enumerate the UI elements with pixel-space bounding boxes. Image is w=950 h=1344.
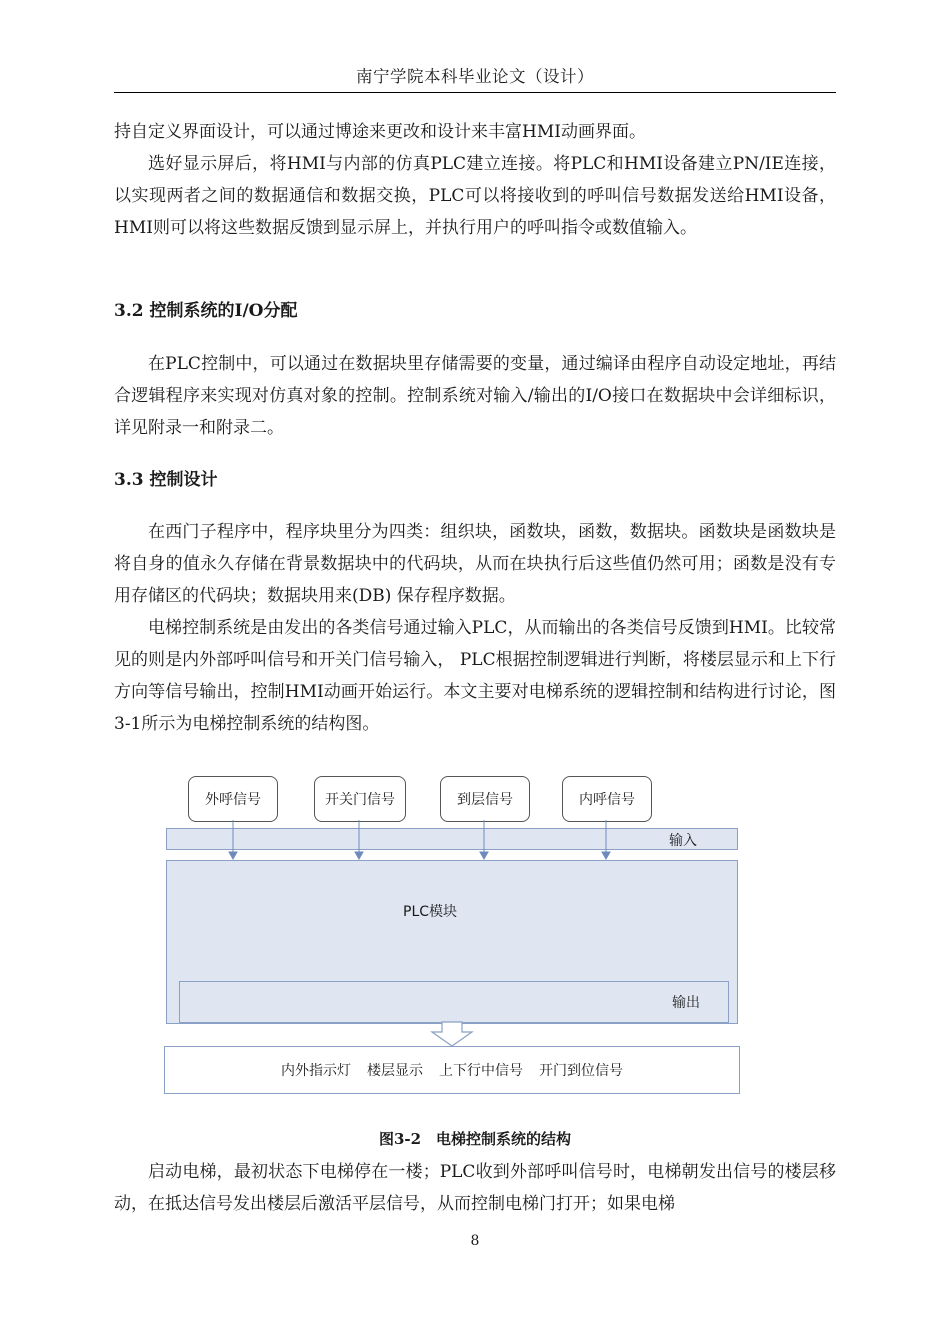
output-devices-box — [164, 1046, 740, 1094]
input-label: 输入 — [669, 833, 697, 849]
page-number: 8 — [470, 1233, 480, 1249]
arrow-head — [229, 852, 237, 859]
output-item: 楼层显示 — [367, 1063, 423, 1079]
output-item: 上下行中信号 — [439, 1063, 523, 1079]
plc-module-label: PLC模块 — [403, 904, 458, 920]
paragraph-1: 持自定义界面设计，可以通过博途来更改和设计来丰富HMI动画界面。 — [114, 122, 646, 142]
arrow-head — [355, 852, 363, 859]
paragraph-3: 在PLC控制中，可以通过在数据块里存储需要的变量，通过编译由程序自动设定地址，再结合逻辑程序来实现对仿真对象的控制。控制系统对输入/输出的I/O接口在数据块中会详细标识，详见附录一和附录二。 — [114, 354, 836, 438]
output-item: 内外指示灯 — [281, 1063, 351, 1079]
arrow-head — [480, 852, 488, 859]
header-title: 南宁学院本科毕业论文（设计） — [356, 67, 594, 86]
paragraph-6: 启动电梯，最初状态下电梯停在一楼；PLC收到外部呼叫信号时，电梯朝发出信号的楼层移动，在抵达信号发出楼层后激活平层信号，从而控制电梯门打开；如果电梯 — [114, 1162, 836, 1214]
output-item: 开门到位信号 — [539, 1063, 623, 1079]
figure-caption: 图3-2 电梯控制系统的结构 — [378, 1130, 572, 1148]
structure-diagram — [160, 770, 750, 1100]
section-heading-3-3: 3.3 控制设计 — [114, 470, 218, 490]
signal-label: 内呼信号 — [579, 792, 635, 808]
signal-label: 到层信号 — [457, 792, 513, 808]
paragraph-2: 选好显示屏后，将HMI与内部的仿真PLC建立连接。将PLC和HMI设备建立PN/IE连接，以实现两者之间的数据通信和数据交换，PLC可以将接收到的呼叫信号数据发送给HMI设备，HMI则可以将这些数据反馈到显示屏上，并执行用户的呼叫指令或数值输入。 — [114, 154, 836, 238]
paragraph-4: 在西门子程序中，程序块里分为四类：组织块，函数块，函数，数据块。函数块是函数块是将自身的值永久存储在背景数据块中的代码块，从而在块执行后这些值仍然可用；函数是没有专用存储区的代码块；数据块用来(DB) 保存程序数据。 — [114, 522, 836, 606]
signal-label: 开关门信号 — [325, 792, 395, 808]
output-label: 输出 — [672, 995, 700, 1011]
paragraph-5: 电梯控制系统是由发出的各类信号通过输入PLC，从而输出的各类信号反馈到HMI。比较常见的则是内外部呼叫信号和开关门信号输入， PLC根据控制逻辑进行判断，将楼层显示和上下行方向等信号输出，控制HMI动画开始运行。本文主要对电梯系统的逻辑控制和结构进行讨论，图3-1所示为电梯控制系统的结构图。 — [114, 618, 836, 734]
header-rule — [114, 92, 836, 93]
section-heading-3-2: 3.2 控制系统的I/O分配 — [114, 301, 298, 321]
arrow-head — [602, 852, 610, 859]
signal-label: 外呼信号 — [205, 792, 261, 808]
down-block-arrow — [432, 1022, 472, 1046]
